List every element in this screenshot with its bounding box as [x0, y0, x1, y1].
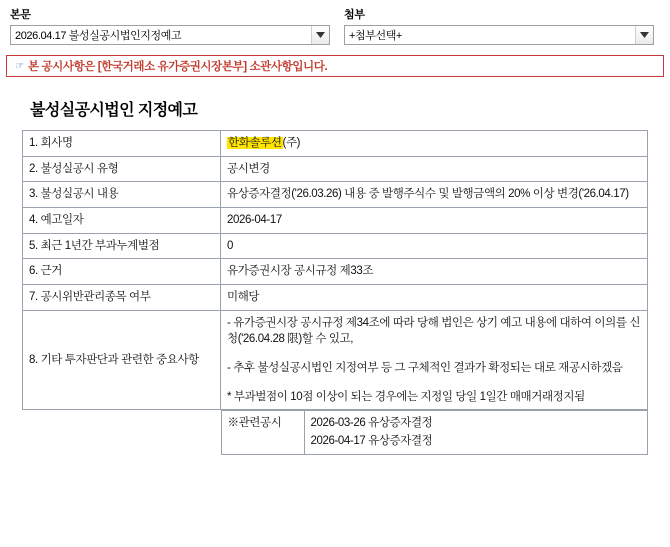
row-label: 1. 회사명 — [23, 131, 221, 157]
document-body — [0, 77, 670, 455]
company-name-highlight: 한화솔루션 — [228, 137, 282, 149]
main-document-field — [10, 6, 330, 45]
main-document-selected-value: 2026.04.17 불성실공시법인지정예고 — [15, 30, 182, 42]
related-values — [304, 411, 647, 455]
attachment-field — [344, 6, 654, 45]
jurisdiction-notice-text: 본 공시사항은 [한국거래소 유가증권시장본부] 소관사항입니다. — [27, 61, 328, 73]
row-label: 5. 최근 1년간 부과누계벌점 — [23, 233, 221, 259]
document-selector-bar — [0, 0, 670, 53]
note-paragraph: - 추후 불성실공시법인 지정여부 등 그 구체적인 결과가 확정되는 대로 재공시하겠음 — [227, 362, 623, 375]
table-row — [23, 208, 648, 234]
table-row — [23, 182, 648, 208]
row-value: 유상증자결정('26.03.26) 내용 중 발행주식수 및 발행금액의 20% 이상 변경('26.04.17) — [221, 182, 648, 208]
note-paragraph: * 부과벌점이 10점 이상이 되는 경우에는 지정일 당일 1일간 매매거래정지됨 — [227, 390, 585, 403]
row-value — [221, 131, 648, 157]
table-row-notes — [23, 310, 648, 410]
row-value: 유가증권시장 공시규정 제33조 — [221, 259, 648, 285]
row-label: 8. 기타 투자판단과 관련한 중요사항 — [23, 310, 221, 410]
row-label: 2. 불성실공시 유형 — [23, 156, 221, 182]
attachment-label: 첨부 — [344, 9, 365, 21]
row-value: 0 — [221, 233, 648, 259]
related-disclosures-cell — [221, 410, 648, 455]
row-label: 6. 근거 — [23, 259, 221, 285]
related-item: 2026-04-17 유상증자결정 — [310, 434, 433, 447]
table-row — [23, 285, 648, 311]
chevron-down-icon[interactable] — [635, 26, 653, 44]
row-value: 2026-04-17 — [221, 208, 648, 234]
related-item: 2026-03-26 유상증자결정 — [310, 417, 433, 430]
row-label: 3. 불성실공시 내용 — [23, 182, 221, 208]
table-row-related — [23, 410, 648, 455]
related-row — [221, 411, 647, 455]
main-document-label: 본문 — [10, 9, 31, 21]
row-value: 공시변경 — [221, 156, 648, 182]
table-row — [23, 131, 648, 157]
table-row — [23, 156, 648, 182]
row-label: 4. 예고일자 — [23, 208, 221, 234]
related-spacer — [23, 410, 221, 455]
row-label: 7. 공시위반관리종목 여부 — [23, 285, 221, 311]
pointing-hand-icon: ☞ — [15, 60, 24, 72]
related-disclosures-table — [221, 410, 648, 455]
main-document-select[interactable] — [10, 25, 330, 45]
disclosure-table — [22, 130, 648, 455]
chevron-down-icon[interactable] — [311, 26, 329, 44]
attachment-selected-value: +첨부선택+ — [349, 30, 402, 42]
related-label: ※관련공시 — [221, 411, 304, 455]
attachment-select[interactable] — [344, 25, 654, 45]
row-value-notes — [221, 310, 648, 410]
table-row — [23, 259, 648, 285]
row-value: 미해당 — [221, 285, 648, 311]
note-paragraph: - 유가증권시장 공시규정 제34조에 따라 당해 법인은 상기 예고 내용에 대하여 이의를 신청('26.04.28 限)할 수 있고, — [227, 316, 641, 346]
company-name-suffix: (주) — [282, 137, 301, 149]
page-title: 불성실공시법인 지정예고 — [30, 102, 198, 119]
jurisdiction-notice — [6, 55, 664, 77]
table-row — [23, 233, 648, 259]
